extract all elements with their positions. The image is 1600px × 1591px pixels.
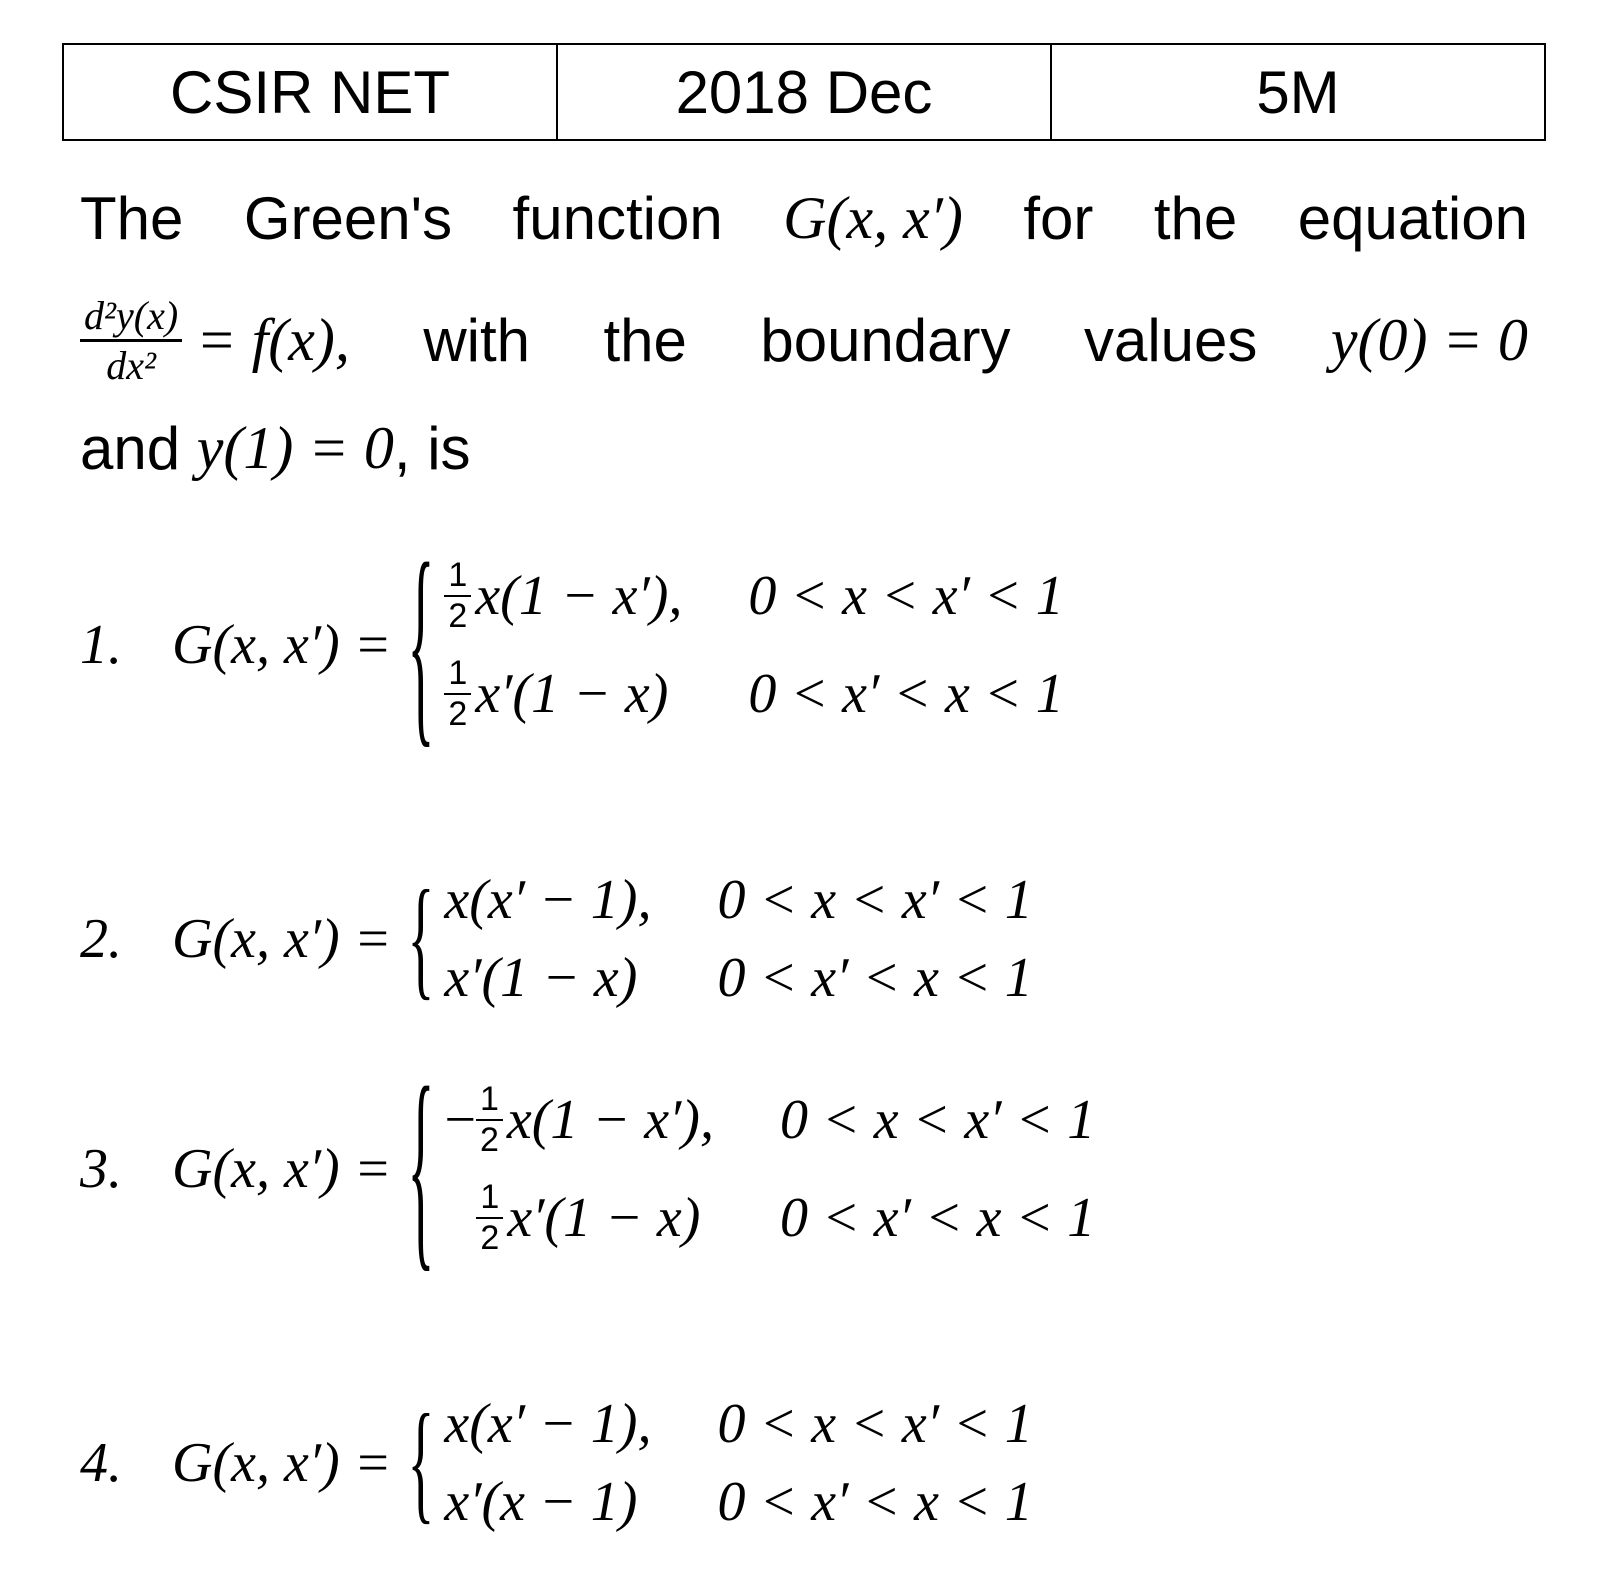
question-word: for (1023, 184, 1094, 252)
question-word: , is (393, 414, 471, 482)
question-line-1 (80, 178, 1528, 258)
case-expression: − $\frac{1}{2}$ x(1 − x′), (444, 1080, 714, 1159)
half-fraction: $\frac{1}{2}$ (444, 556, 471, 636)
case-rows (444, 1080, 1095, 1258)
option-lhs: G(x, x′) = (172, 908, 392, 970)
case-rows (444, 868, 1032, 1010)
case-expression: $\frac{1}{2}$ x′(1 − x) (444, 1178, 714, 1258)
half-fraction: $\frac{1}{2}$ (444, 654, 471, 734)
question-word: and (80, 414, 197, 482)
marks: 5M (1256, 58, 1340, 126)
option-label: 1. (80, 614, 122, 676)
case-condition: 0 < x < x′ < 1 (717, 1393, 1033, 1455)
question-word: function (512, 184, 723, 252)
case-condition: 0 < x′ < x < 1 (717, 947, 1033, 1009)
case-expression: x′(x − 1) (444, 1471, 638, 1533)
case-rows (444, 1392, 1032, 1534)
case-condition: 0 < x < x′ < 1 (779, 1089, 1096, 1151)
option-lhs: G(x, x′) = (172, 614, 392, 676)
option-3[interactable] (80, 1045, 1096, 1293)
case-condition: 0 < x′ < x < 1 (748, 663, 1064, 725)
half-fraction: $\frac{1}{2}$ (476, 1178, 503, 1258)
question-word: equation (1297, 184, 1528, 252)
exam-session: 2018 Dec (558, 45, 1052, 139)
option-2[interactable] (80, 864, 1033, 1014)
case-expression: x(x′ − 1), (444, 1393, 652, 1455)
boundary-condition-1: y(0) = 0 (1330, 306, 1528, 373)
option-label: 3. (80, 1138, 122, 1200)
greens-function-symbol: G(x, x′) (783, 184, 963, 251)
case-expression: x(x′ − 1), (444, 869, 652, 931)
case-condition: 0 < x < x′ < 1 (717, 869, 1033, 931)
option-label: 4. (80, 1432, 122, 1494)
left-brace: { (407, 1388, 435, 1538)
question-word: values (1083, 306, 1258, 374)
case-condition: 0 < x < x′ < 1 (748, 565, 1064, 627)
derivative-fraction (80, 292, 182, 389)
left-brace: { (407, 864, 435, 1014)
header-table (62, 43, 1546, 141)
question-line-3 (80, 408, 1528, 488)
question-word: The (80, 184, 184, 252)
case-expression: $\frac{1}{2}$ x′(1 − x) (444, 654, 682, 734)
case-condition: 0 < x′ < x < 1 (779, 1187, 1096, 1249)
option-1[interactable] (80, 521, 1064, 769)
option-label: 2. (80, 908, 122, 970)
case-condition: 0 < x′ < x < 1 (717, 1471, 1033, 1533)
left-brace: { (407, 521, 435, 769)
left-brace: { (407, 1045, 435, 1293)
case-expression: x′(1 − x) (444, 947, 638, 1009)
derivative-denominator: dx² (106, 342, 156, 388)
question-word: the (1153, 184, 1238, 252)
exam-name: CSIR NET (64, 45, 558, 139)
case-rows (444, 556, 1063, 734)
equation-rhs: = f(x), (196, 306, 350, 373)
question-line-2 (80, 280, 1528, 400)
question-word: boundary (760, 306, 1011, 374)
question-word: the (603, 306, 687, 374)
question-word: Green's (243, 184, 453, 252)
option-4[interactable] (80, 1388, 1033, 1538)
derivative-numerator: d²y(x) (84, 292, 179, 338)
boundary-condition-2: y(1) = 0 (196, 414, 394, 481)
question-word: with (423, 306, 531, 374)
case-expression: $\frac{1}{2}$ x(1 − x′), (444, 556, 682, 636)
option-lhs: G(x, x′) = (172, 1138, 392, 1200)
half-fraction: $\frac{1}{2}$ (476, 1080, 503, 1160)
option-lhs: G(x, x′) = (172, 1432, 392, 1494)
